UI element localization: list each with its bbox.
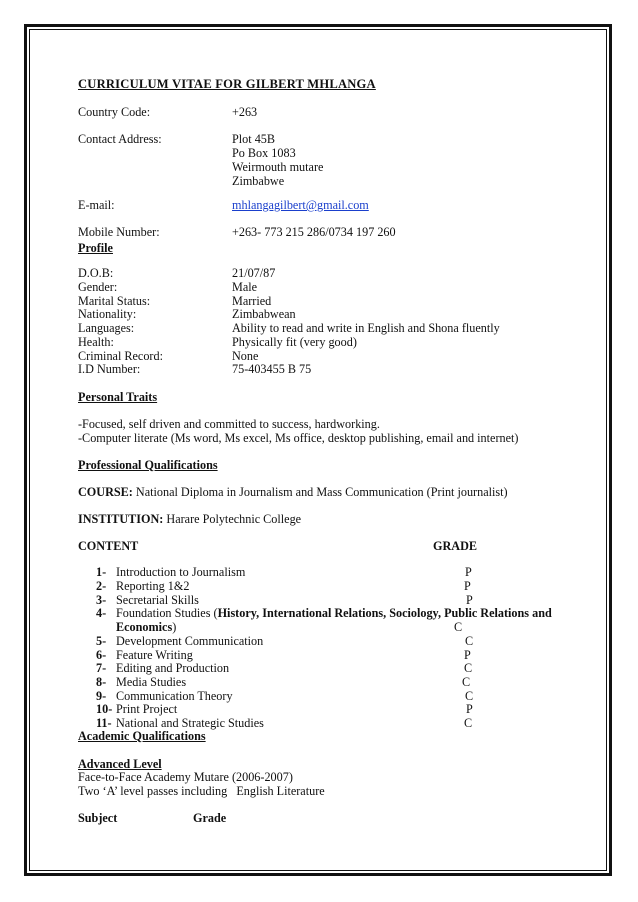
profile-label: Nationality: (78, 307, 137, 321)
country-code-label: Country Code: (78, 105, 151, 119)
subject-number: 2- (96, 579, 107, 593)
profile-value: 21/07/87 (232, 266, 276, 280)
subject-name-detail: History, International Relations, Sociology, Public Relations and (217, 606, 552, 620)
profile-label: Languages: (78, 321, 135, 335)
document-title: CURRICULUM VITAE FOR GILBERT MHLANGA (78, 77, 376, 91)
subject-name: Feature Writing (116, 648, 193, 662)
subject-number: 11- (96, 716, 112, 730)
email-label: E-mail: (78, 198, 115, 212)
address-line-2: Po Box 1083 (232, 146, 296, 160)
subject-number: 3- (96, 593, 107, 607)
subject-name: Print Project (116, 702, 178, 716)
subject-name: Communication Theory (116, 689, 233, 703)
subject-grade: P (465, 565, 472, 579)
subject-grade: C (465, 689, 474, 703)
subject-name: Secretarial Skills (116, 593, 199, 607)
trait-line: -Focused, self driven and committed to success, hardworking. (78, 417, 380, 431)
passes-line: Two ‘A’ level passes including English Literature (78, 784, 325, 798)
subject-number: 8- (96, 675, 107, 689)
subject-number: 9- (96, 689, 107, 703)
professional-heading: Professional Qualifications (78, 458, 218, 472)
subject-name: Editing and Production (116, 661, 230, 675)
trait-line: -Computer literate (Ms word, Ms excel, Ms office, desktop publishing, email and internet) (78, 431, 519, 445)
profile-value: None (232, 349, 259, 363)
profile-label: D.O.B: (78, 266, 114, 280)
subject-grade: C (454, 620, 463, 634)
school-line: Face-to-Face Academy Mutare (2006-2007) (78, 770, 293, 784)
subject-grade: P (466, 702, 473, 716)
subject-name: Introduction to Journalism (116, 565, 246, 579)
profile-label: Health: (78, 335, 114, 349)
subject-grade: P (466, 593, 473, 607)
page-border-inner (29, 29, 607, 871)
subject-grade: C (464, 716, 473, 730)
subject-grade: C (465, 634, 474, 648)
address-label: Contact Address: (78, 132, 162, 146)
subject-grade: P (464, 579, 471, 593)
subject-number: 10- (96, 702, 113, 716)
profile-label: Gender: (78, 280, 118, 294)
course-value: National Diploma in Journalism and Mass Communication (Print journalist) (135, 485, 508, 499)
grade-column-header-academic: Grade (193, 811, 227, 825)
profile-heading: Profile (78, 241, 113, 255)
profile-label: I.D Number: (78, 362, 141, 376)
profile-value: Ability to read and write in English and Shona fluently (232, 321, 500, 335)
subject-name-continuation (116, 621, 176, 635)
subject-name: National and Strategic Studies (116, 716, 264, 730)
subject-name: Development Communication (116, 634, 264, 648)
profile-value: Zimbabwean (232, 307, 296, 321)
profile-value: Male (232, 280, 258, 294)
subject-name-text: Foundation Studies ( (116, 606, 218, 620)
course-line (78, 486, 508, 500)
institution-line (78, 513, 301, 527)
traits-heading: Personal Traits (78, 390, 158, 404)
subject-name: Reporting 1&2 (116, 579, 190, 593)
subject-number: 6- (96, 648, 107, 662)
profile-value: 75-403455 B 75 (232, 362, 312, 376)
profile-value: Physically fit (very good) (232, 335, 357, 349)
subject-name: Media Studies (116, 675, 187, 689)
address-line-1: Plot 45B (232, 132, 276, 146)
mobile-value: +263- 773 215 286/0734 197 260 (232, 225, 396, 239)
subject-name (116, 607, 552, 621)
institution-label: INSTITUTION: (78, 512, 164, 526)
subject-column-header: Subject (78, 811, 118, 825)
profile-label: Criminal Record: (78, 349, 163, 363)
subject-grade: C (462, 675, 471, 689)
advanced-level-heading: Advanced Level (78, 757, 162, 771)
email-link[interactable]: mhlangagilbert@gmail.com (232, 198, 369, 212)
institution-value: Harare Polytechnic College (166, 512, 302, 526)
course-label: COURSE: (78, 485, 133, 499)
subject-number: 5- (96, 634, 107, 648)
subject-grade: C (464, 661, 473, 675)
subject-grade: P (464, 648, 471, 662)
address-line-4: Zimbabwe (232, 174, 285, 188)
country-code-value: +263 (232, 105, 258, 119)
mobile-label: Mobile Number: (78, 225, 160, 239)
subject-number: 7- (96, 661, 107, 675)
subject-name-tail: ) (172, 620, 177, 634)
address-line-3: Weirmouth mutare (232, 160, 324, 174)
subject-name-detail-2: Economics (116, 620, 173, 634)
profile-value: Married (232, 294, 272, 308)
academic-heading: Academic Qualifications (78, 729, 206, 743)
subject-number: 1- (96, 565, 107, 579)
grade-column-header: GRADE (433, 539, 478, 553)
profile-label: Marital Status: (78, 294, 151, 308)
subject-number: 4- (96, 606, 107, 620)
content-column-header: CONTENT (78, 539, 139, 553)
